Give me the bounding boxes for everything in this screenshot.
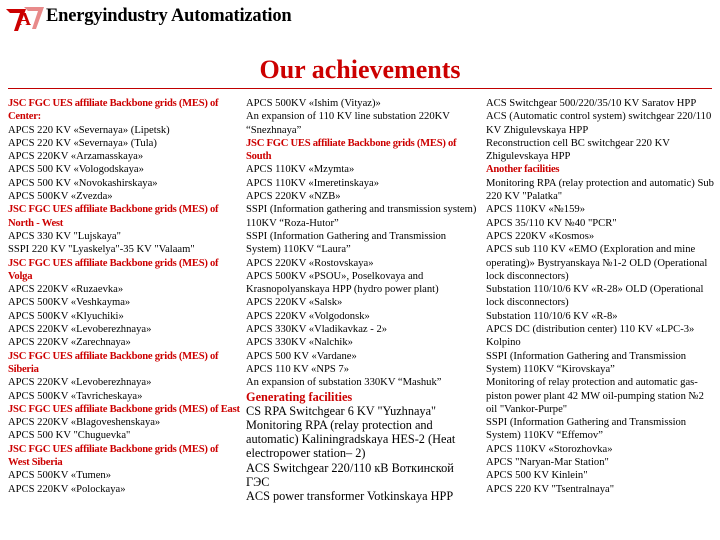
company-logo-icon bbox=[4, 3, 46, 33]
section-heading: Another facilities bbox=[486, 164, 560, 176]
list-item: Substation 110/10/6 KV «R-8» bbox=[486, 310, 618, 322]
list-item: ACS power transformer Votkinskaya HPP bbox=[246, 488, 454, 503]
list-item: Monitoring RPA (relay protection and automatic) Sub 220 KV "Palatka" bbox=[486, 177, 714, 203]
list-item: Monitoring of relay protection and automatic gas-piston power plant 42 MW oil-pumping station №2 oil "Vankor-Purpe" bbox=[486, 377, 704, 415]
list-item: Monitoring RPA (relay protection and automatic) Kaliningradskaya HES-2 (Heat electropower station– 2) bbox=[246, 417, 456, 461]
list-item: APCS 220KV «Levoberezhnaya» bbox=[8, 377, 152, 389]
section-heading: JSC FGC UES affiliate Backbone grids (MES) of South bbox=[246, 137, 457, 163]
list-item: APCS 220 KV "Tsentralnaya" bbox=[486, 483, 615, 495]
list-item: APCS 500 KV Kinlein" bbox=[486, 470, 588, 482]
list-item: APCS 220KV «Blagoveshenskaya» bbox=[8, 417, 161, 429]
list-item: APCS 500KV «Zvezda» bbox=[8, 191, 113, 203]
section-heading: JSC FGC UES affiliate Backbone grids (MES) of Volga bbox=[8, 257, 219, 282]
section-heading: JSC FGC UES affiliate Backbone grids (MES) of Siberia bbox=[8, 350, 219, 375]
list-item: SSPI (Information Gathering and Transmission System) 110KV “Kirovskaya” bbox=[486, 350, 687, 375]
list-item: APCS 220KV «Arzamasskaya» bbox=[8, 151, 144, 163]
list-item: Reconstruction cell BC switchgear 220 KV Zhigulevskaya HPP bbox=[486, 137, 670, 163]
list-item: APCS 500KV «PSOU», Poselkovaya and Krasnopolyanskaya HPP (hydro power plant) bbox=[246, 270, 439, 296]
list-item: APCS sub 110 KV «EMO (Exploration and mine operating)» Bystryanskaya №1-2 OLD (Operational lock disconnectors) bbox=[486, 244, 708, 282]
list-item: APCS 220 KV «Severnaya» (Tula) bbox=[8, 137, 157, 149]
section-heading: Generating facilities bbox=[246, 389, 353, 404]
list-item: An expansion of substation 330KV “Mashuk” bbox=[246, 377, 442, 389]
list-item: SSPI (Information Gathering and Transmission System) 110KV “Laura” bbox=[246, 230, 447, 256]
achievements-column-3 bbox=[486, 97, 716, 496]
header-bar bbox=[0, 0, 720, 40]
title-divider bbox=[8, 88, 712, 89]
list-item: APCS "Naryan-Mar Station" bbox=[486, 457, 609, 469]
list-item: APCS 220KV «Salsk» bbox=[246, 297, 343, 309]
list-item: Substation 110/10/6 KV «R-28» OLD (Operational lock disconnectors) bbox=[486, 284, 704, 309]
list-item: APCS 220KV «Rostovskaya» bbox=[246, 257, 374, 269]
list-item: APCS 500KV «Tumen» bbox=[8, 470, 112, 482]
list-item: SSPI (Information gathering and transmission system) 110KV “Roza-Hutor” bbox=[246, 204, 477, 229]
list-item: APCS 220KV «Kosmos» bbox=[486, 230, 595, 242]
achievements-column-1 bbox=[8, 97, 240, 496]
list-item: APCS 220KV «Ruzaevka» bbox=[8, 284, 124, 296]
list-item: ACS (Automatic control system) switchgear 220/110 KV Zhigulevskaya HPP bbox=[486, 111, 712, 136]
list-item: APCS 330KV «Vladikavkaz - 2» bbox=[246, 324, 388, 336]
list-item: APCS 330 KV "Lujskaya" bbox=[8, 230, 121, 242]
brand-name: Energyindustry Automatization bbox=[46, 6, 292, 26]
list-item: APCS 110 KV «NPS 7» bbox=[246, 363, 350, 375]
section-heading: JSC FGC UES affiliate Backbone grids (MES) of Center: bbox=[8, 98, 219, 123]
list-item: APCS 500 KV «Vardane» bbox=[246, 350, 357, 362]
logo-letter: A bbox=[18, 9, 31, 29]
section-heading: JSC FGC UES affiliate Backbone grids (MES) of North - West bbox=[8, 204, 219, 229]
list-item: APCS 500KV «Klyuchiki» bbox=[8, 310, 124, 322]
section-heading: JSC FGC UES affiliate Backbone grids (MES) of East bbox=[8, 403, 240, 415]
list-item: APCS DC (distribution center) 110 KV «LPC-3» Kolpino bbox=[486, 324, 695, 349]
section-heading: JSC FGC UES affiliate Backbone grids (MES) of West Siberia bbox=[8, 443, 219, 469]
list-item: APCS 500KV «Tavricheskaya» bbox=[8, 390, 143, 402]
list-item: APCS 220KV «Zarechnaya» bbox=[8, 337, 131, 349]
list-item: APCS 110KV «Storozhovka» bbox=[486, 443, 613, 455]
page-title: Our achievements bbox=[259, 55, 461, 84]
list-item: An expansion of 110 KV line substation 220KV “Snezhnaya” bbox=[246, 111, 450, 136]
list-item: APCS 500 KV "Chuguevka" bbox=[8, 430, 131, 442]
list-item: APCS 500 KV «Novokashirskaya» bbox=[8, 177, 158, 189]
list-item: ACS Switchgear 500/220/35/10 KV Saratov HPP bbox=[486, 98, 697, 109]
list-item: SSPI 220 KV "Lyaskelya"-35 KV "Valaam" bbox=[8, 244, 195, 256]
list-item: APCS 220KV «Volgodonsk» bbox=[246, 310, 370, 322]
achievements-column-2 bbox=[246, 97, 478, 503]
list-item: APCS 500KV «Veshkayma» bbox=[8, 297, 131, 309]
list-item: APCS 220KV «Polockaya» bbox=[8, 483, 126, 495]
list-item: APCS 330KV «Nalchik» bbox=[246, 337, 353, 349]
list-item: CS RPA Switchgear 6 KV "Yuzhnaya" bbox=[246, 403, 437, 418]
list-item: APCS 500 KV «Vologodskaya» bbox=[8, 164, 144, 176]
list-item: APCS 35/110 KV №40 "PCR" bbox=[486, 217, 617, 229]
list-item: APCS 220KV «NZB» bbox=[246, 191, 341, 203]
list-item: APCS 110KV «Mzymta» bbox=[246, 164, 355, 176]
list-item: APCS 220 KV «Severnaya» (Lipetsk) bbox=[8, 124, 170, 136]
list-item: APCS 500KV «Ishim (Vityaz)» bbox=[246, 98, 381, 109]
list-item: APCS 220KV «Levoberezhnaya» bbox=[8, 324, 152, 336]
list-item: APCS 110KV «Imeretinskaya» bbox=[246, 177, 380, 189]
list-item: ACS Switchgear 220/110 кВ Воткинской ГЭС bbox=[246, 460, 454, 489]
list-item: APCS 110KV «№159» bbox=[486, 204, 585, 216]
list-item: SSPI (Information Gathering and Transmission System) 110KV “Effemov” bbox=[486, 417, 687, 442]
